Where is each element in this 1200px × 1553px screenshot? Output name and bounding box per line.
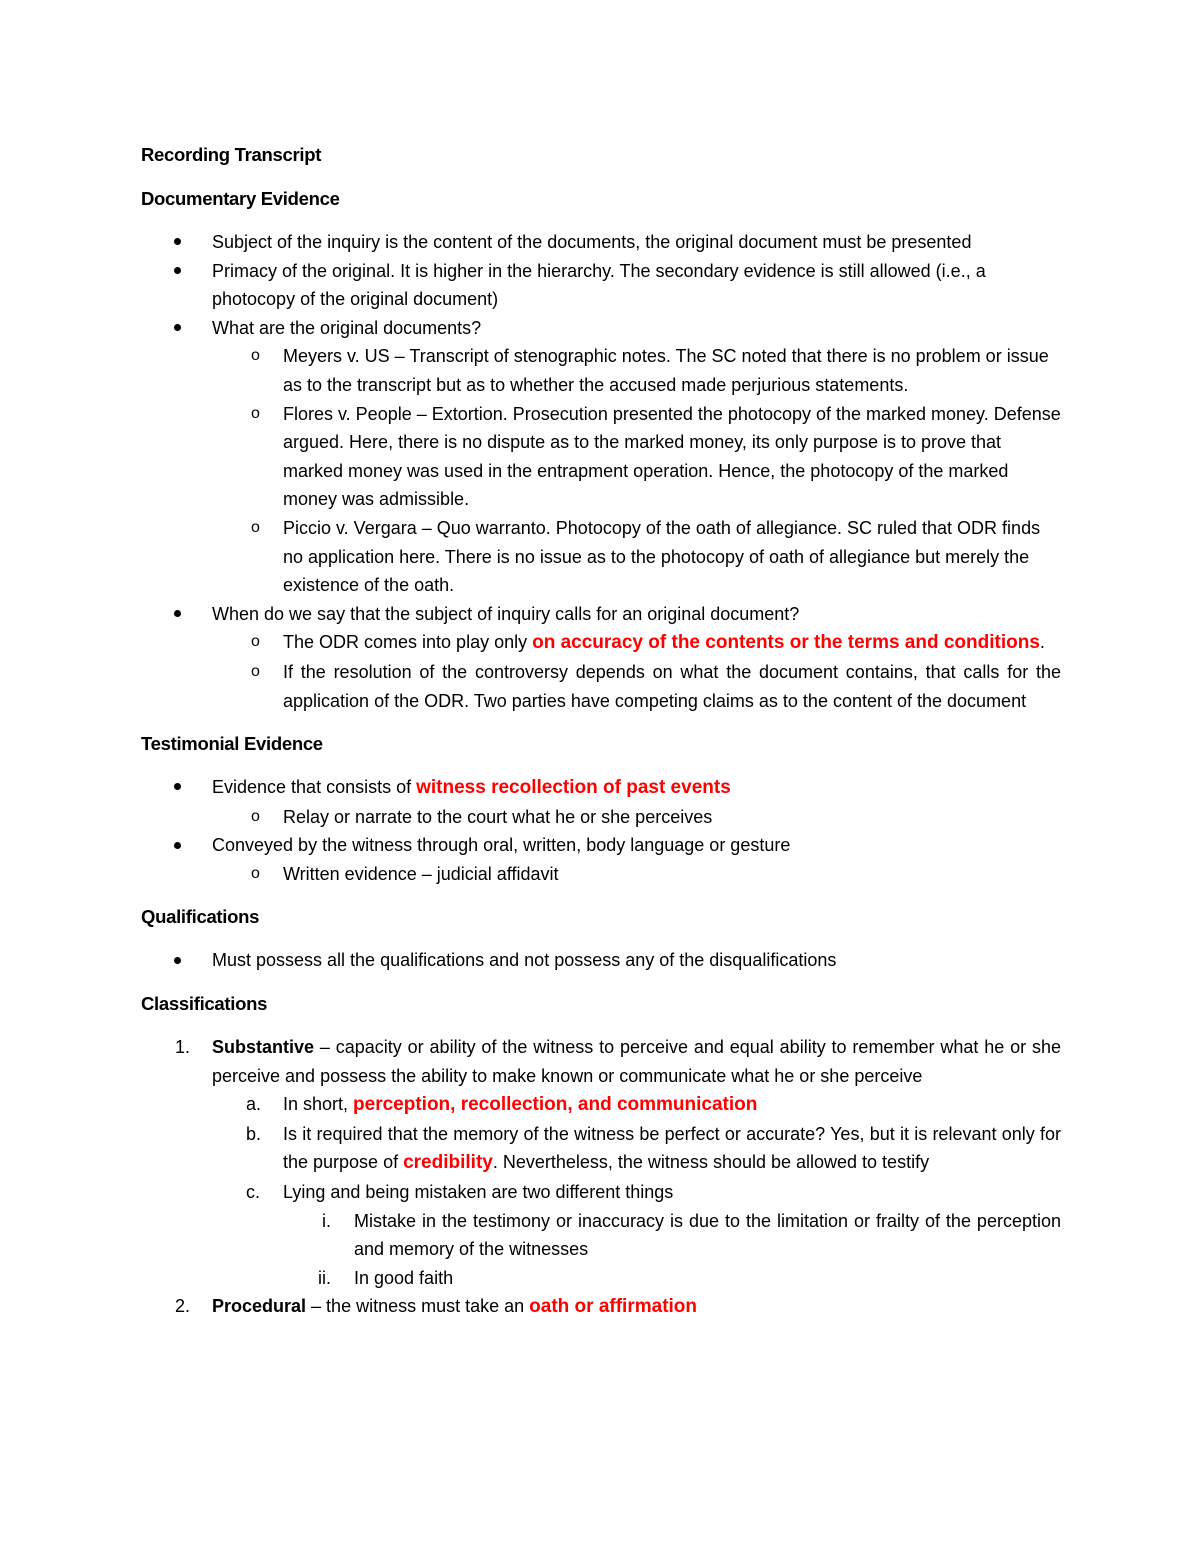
heading-documentary-evidence: Documentary Evidence [141, 188, 340, 209]
bullet-icon [174, 600, 181, 629]
lettered-item: a. In short, perception, recollection, and communication [141, 1090, 1061, 1120]
sub-list-item: o Piccio v. Vergara – Quo warranto. Photocopy of the oath of allegiance. SC ruled that ODR finds no application here. There is no issue as to the photocopy of oath of allegiance but merely the existence of the oath. [141, 514, 1061, 600]
list-item: When do we say that the subject of inquiry calls for an original document? [141, 600, 1061, 629]
document-body [141, 140, 1061, 1322]
documentary-list [141, 228, 1061, 715]
bullet-icon [174, 228, 181, 257]
sub-list-item: o The ODR comes into play only on accuracy of the contents or the terms and conditions. [141, 628, 1061, 658]
bullet-icon [174, 773, 181, 802]
list-item: Must possess all the qualifications and not possess any of the disqualifications [141, 946, 1061, 975]
heading-classifications: Classifications [141, 993, 268, 1015]
roman-item: ii. In good faith [141, 1264, 1061, 1293]
list-item: Primacy of the original. It is higher in the hierarchy. The secondary evidence is still allowed (i.e., a photocopy of the original document) [141, 257, 1061, 314]
highlight-text: on accuracy of the contents or the terms and conditions [532, 632, 1040, 654]
list-roman: ii. [318, 1267, 331, 1288]
highlight-text: oath or affirmation [529, 1296, 698, 1318]
roman-item: i. Mistake in the testimony or inaccuracy is due to the limitation or frailty of the perception and memory of the witnesses [141, 1207, 1061, 1264]
heading-testimonial-evidence: Testimonial Evidence [141, 733, 323, 755]
list-roman: i. [322, 1210, 331, 1231]
circle-bullet-icon: o [251, 404, 260, 422]
bullet-icon [174, 946, 181, 975]
list-number: 1. [175, 1037, 191, 1058]
list-letter: b. [246, 1123, 262, 1144]
numbered-item: 2. Procedural – the witness must take an oath or affirmation [141, 1292, 1061, 1322]
circle-bullet-icon: o [251, 662, 260, 680]
sub-list-item: o Relay or narrate to the court what he or she perceives [141, 803, 1061, 832]
bullet-icon [174, 314, 181, 343]
list-item: What are the original documents? [141, 314, 1061, 343]
sub-list-item: o Flores v. People – Extortion. Prosecution presented the photocopy of the marked money. Defense argued. Here, there is no dispute as to the marked money, its only purpose is to prove that marked money was used in the entrapment operation. Hence, the photocopy of the marked money was admissible. [141, 400, 1061, 514]
circle-bullet-icon: o [251, 518, 260, 536]
document-title: Recording Transcript [141, 144, 322, 165]
sub-list-item: o Written evidence – judicial affidavit [141, 860, 1061, 889]
highlight-text: credibility [403, 1152, 493, 1174]
circle-bullet-icon: o [251, 864, 260, 882]
list-item: Subject of the inquiry is the content of the documents, the original document must be presented [141, 228, 1061, 257]
highlight-text: perception, recollection, and communication [353, 1094, 758, 1116]
sub-list-item: o Meyers v. US – Transcript of stenographic notes. The SC noted that there is no problem or issue as to the transcript but as to whether the accused made perjurious statements. [141, 342, 1061, 399]
circle-bullet-icon: o [251, 347, 260, 365]
lettered-item: b. Is it required that the memory of the witness be perfect or accurate? Yes, but it is relevant only for the purpose of credibility. Nevertheless, the witness should be allowed to testify [141, 1120, 1061, 1178]
circle-bullet-icon: o [251, 633, 260, 651]
sub-list-item: o If the resolution of the controversy depends on what the document contains, that calls for the application of the ODR. Two parties have competing claims as to the content of the document [141, 658, 1061, 715]
classifications-list [141, 1033, 1061, 1322]
numbered-item: 1. Substantive – capacity or ability of the witness to perceive and equal ability to remember what he or she perceive and possess the ability to make known or communicate what he or she perceive [141, 1033, 1061, 1090]
list-item: Evidence that consists of witness recollection of past events [141, 773, 1061, 803]
list-letter: a. [246, 1094, 262, 1115]
highlight-text: witness recollection of past events [416, 777, 731, 799]
bullet-icon [174, 831, 181, 860]
lettered-item: c. Lying and being mistaken are two different things [141, 1178, 1061, 1207]
qualifications-list [141, 946, 1061, 975]
bullet-icon [174, 257, 181, 286]
heading-qualifications: Qualifications [141, 906, 260, 928]
testimonial-list [141, 773, 1061, 888]
circle-bullet-icon: o [251, 807, 260, 825]
list-number: 2. [175, 1296, 191, 1317]
list-item: Conveyed by the witness through oral, written, body language or gesture [141, 831, 1061, 860]
list-letter: c. [246, 1182, 261, 1203]
